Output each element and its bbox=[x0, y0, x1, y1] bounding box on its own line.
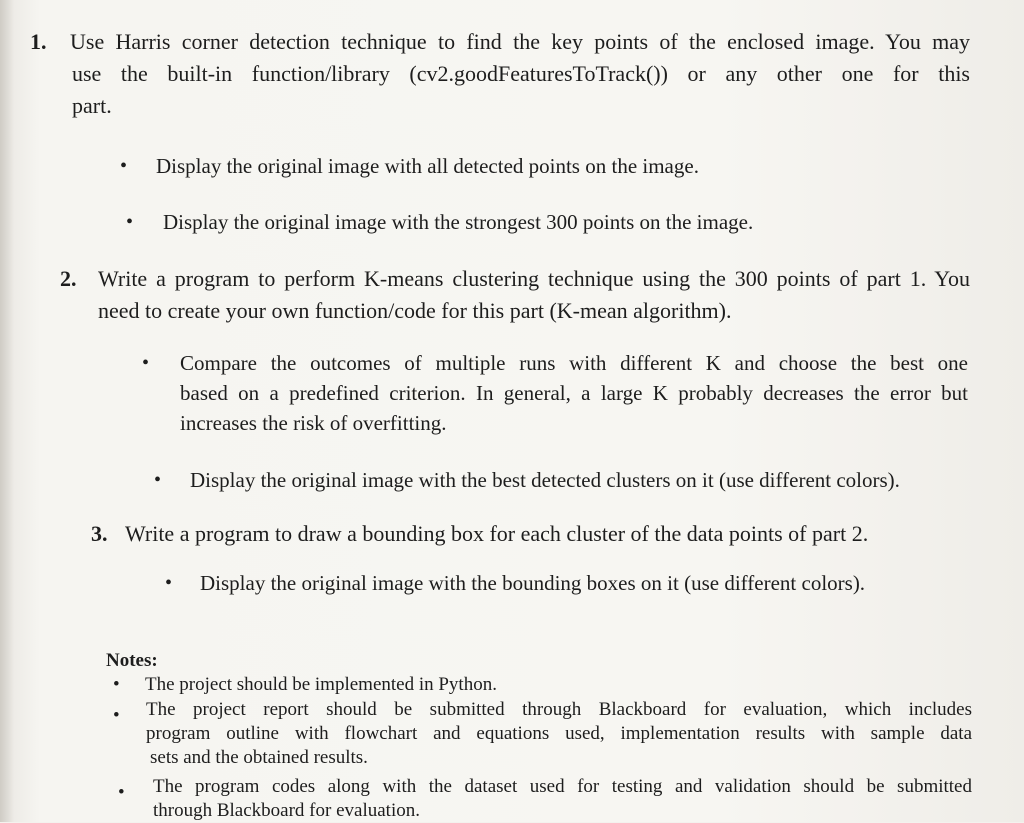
bullet-text: Display the original image with the strongest 300 points on the image. bbox=[163, 210, 754, 234]
question-line: need to create your own function/code for this part (K-mean algorithm). bbox=[98, 298, 732, 323]
question-number: 2. bbox=[60, 266, 77, 291]
bullet-item bbox=[165, 568, 925, 600]
bullet-item bbox=[154, 465, 974, 497]
question-line: Write a program to perform K-means clustering technique using the 300 points of part 1. You bbox=[98, 266, 970, 291]
question-text bbox=[98, 263, 970, 327]
bullet-dot: • bbox=[120, 155, 128, 177]
bullet-dot: • bbox=[142, 352, 150, 374]
bullet-item bbox=[120, 151, 920, 183]
bullet-item bbox=[126, 207, 926, 239]
bullet-dot: • bbox=[126, 211, 134, 233]
question-text bbox=[125, 518, 905, 550]
bullet-dot: • bbox=[165, 572, 173, 594]
bullet-item bbox=[142, 348, 972, 444]
question-text bbox=[70, 26, 970, 122]
notes-title: Notes: bbox=[106, 650, 158, 671]
note-text: The program codes along with the dataset used for testing and validation should be submitted bbox=[153, 776, 972, 797]
question-2 bbox=[60, 263, 975, 333]
bullet-text: Display the original image with the bounding boxes on it (use different colors). bbox=[200, 571, 866, 595]
question-line: Use Harris corner detection technique to find the key points of the enclosed image. You may bbox=[70, 29, 970, 54]
note-text: through Blackboard for evaluation. bbox=[153, 800, 420, 821]
note-text: The project should be implemented in Python. bbox=[145, 674, 497, 695]
bullet-dot: • bbox=[113, 674, 120, 695]
bullet-text: Compare the outcomes of multiple runs with different K and choose the best one bbox=[180, 351, 968, 375]
question-line: part. bbox=[72, 93, 112, 118]
note-item bbox=[113, 698, 975, 772]
bullet-dot: • bbox=[113, 705, 120, 726]
note-item bbox=[113, 673, 973, 699]
question-line: Write a program to draw a bounding box for each cluster of the data points of part 2. bbox=[125, 521, 869, 546]
bullet-dot: • bbox=[118, 782, 125, 803]
note-text: The project report should be submitted through Blackboard for evaluation, which includes bbox=[146, 699, 972, 720]
bullet-text: Display the original image with the best detected clusters on it (use different colors). bbox=[190, 468, 900, 492]
note-text: program outline with flowchart and equations used, implementation results with sample data bbox=[146, 723, 972, 744]
bullet-text: based on a predefined criterion. In general, a large K probably decreases the error but bbox=[180, 381, 968, 405]
bullet-dot: • bbox=[154, 469, 162, 491]
question-line: use the built-in function/library (cv2.goodFeaturesToTrack()) or any other one for this bbox=[72, 61, 970, 86]
note-item bbox=[118, 775, 978, 823]
question-1 bbox=[30, 26, 975, 126]
question-3 bbox=[91, 518, 911, 554]
note-text: sets and the obtained results. bbox=[150, 747, 368, 768]
bullet-text: increases the risk of overfitting. bbox=[180, 411, 447, 435]
page-edge-shadow bbox=[0, 0, 14, 822]
question-number: 3. bbox=[91, 521, 108, 546]
bullet-text: Display the original image with all detected points on the image. bbox=[156, 154, 699, 178]
question-number: 1. bbox=[30, 29, 47, 54]
